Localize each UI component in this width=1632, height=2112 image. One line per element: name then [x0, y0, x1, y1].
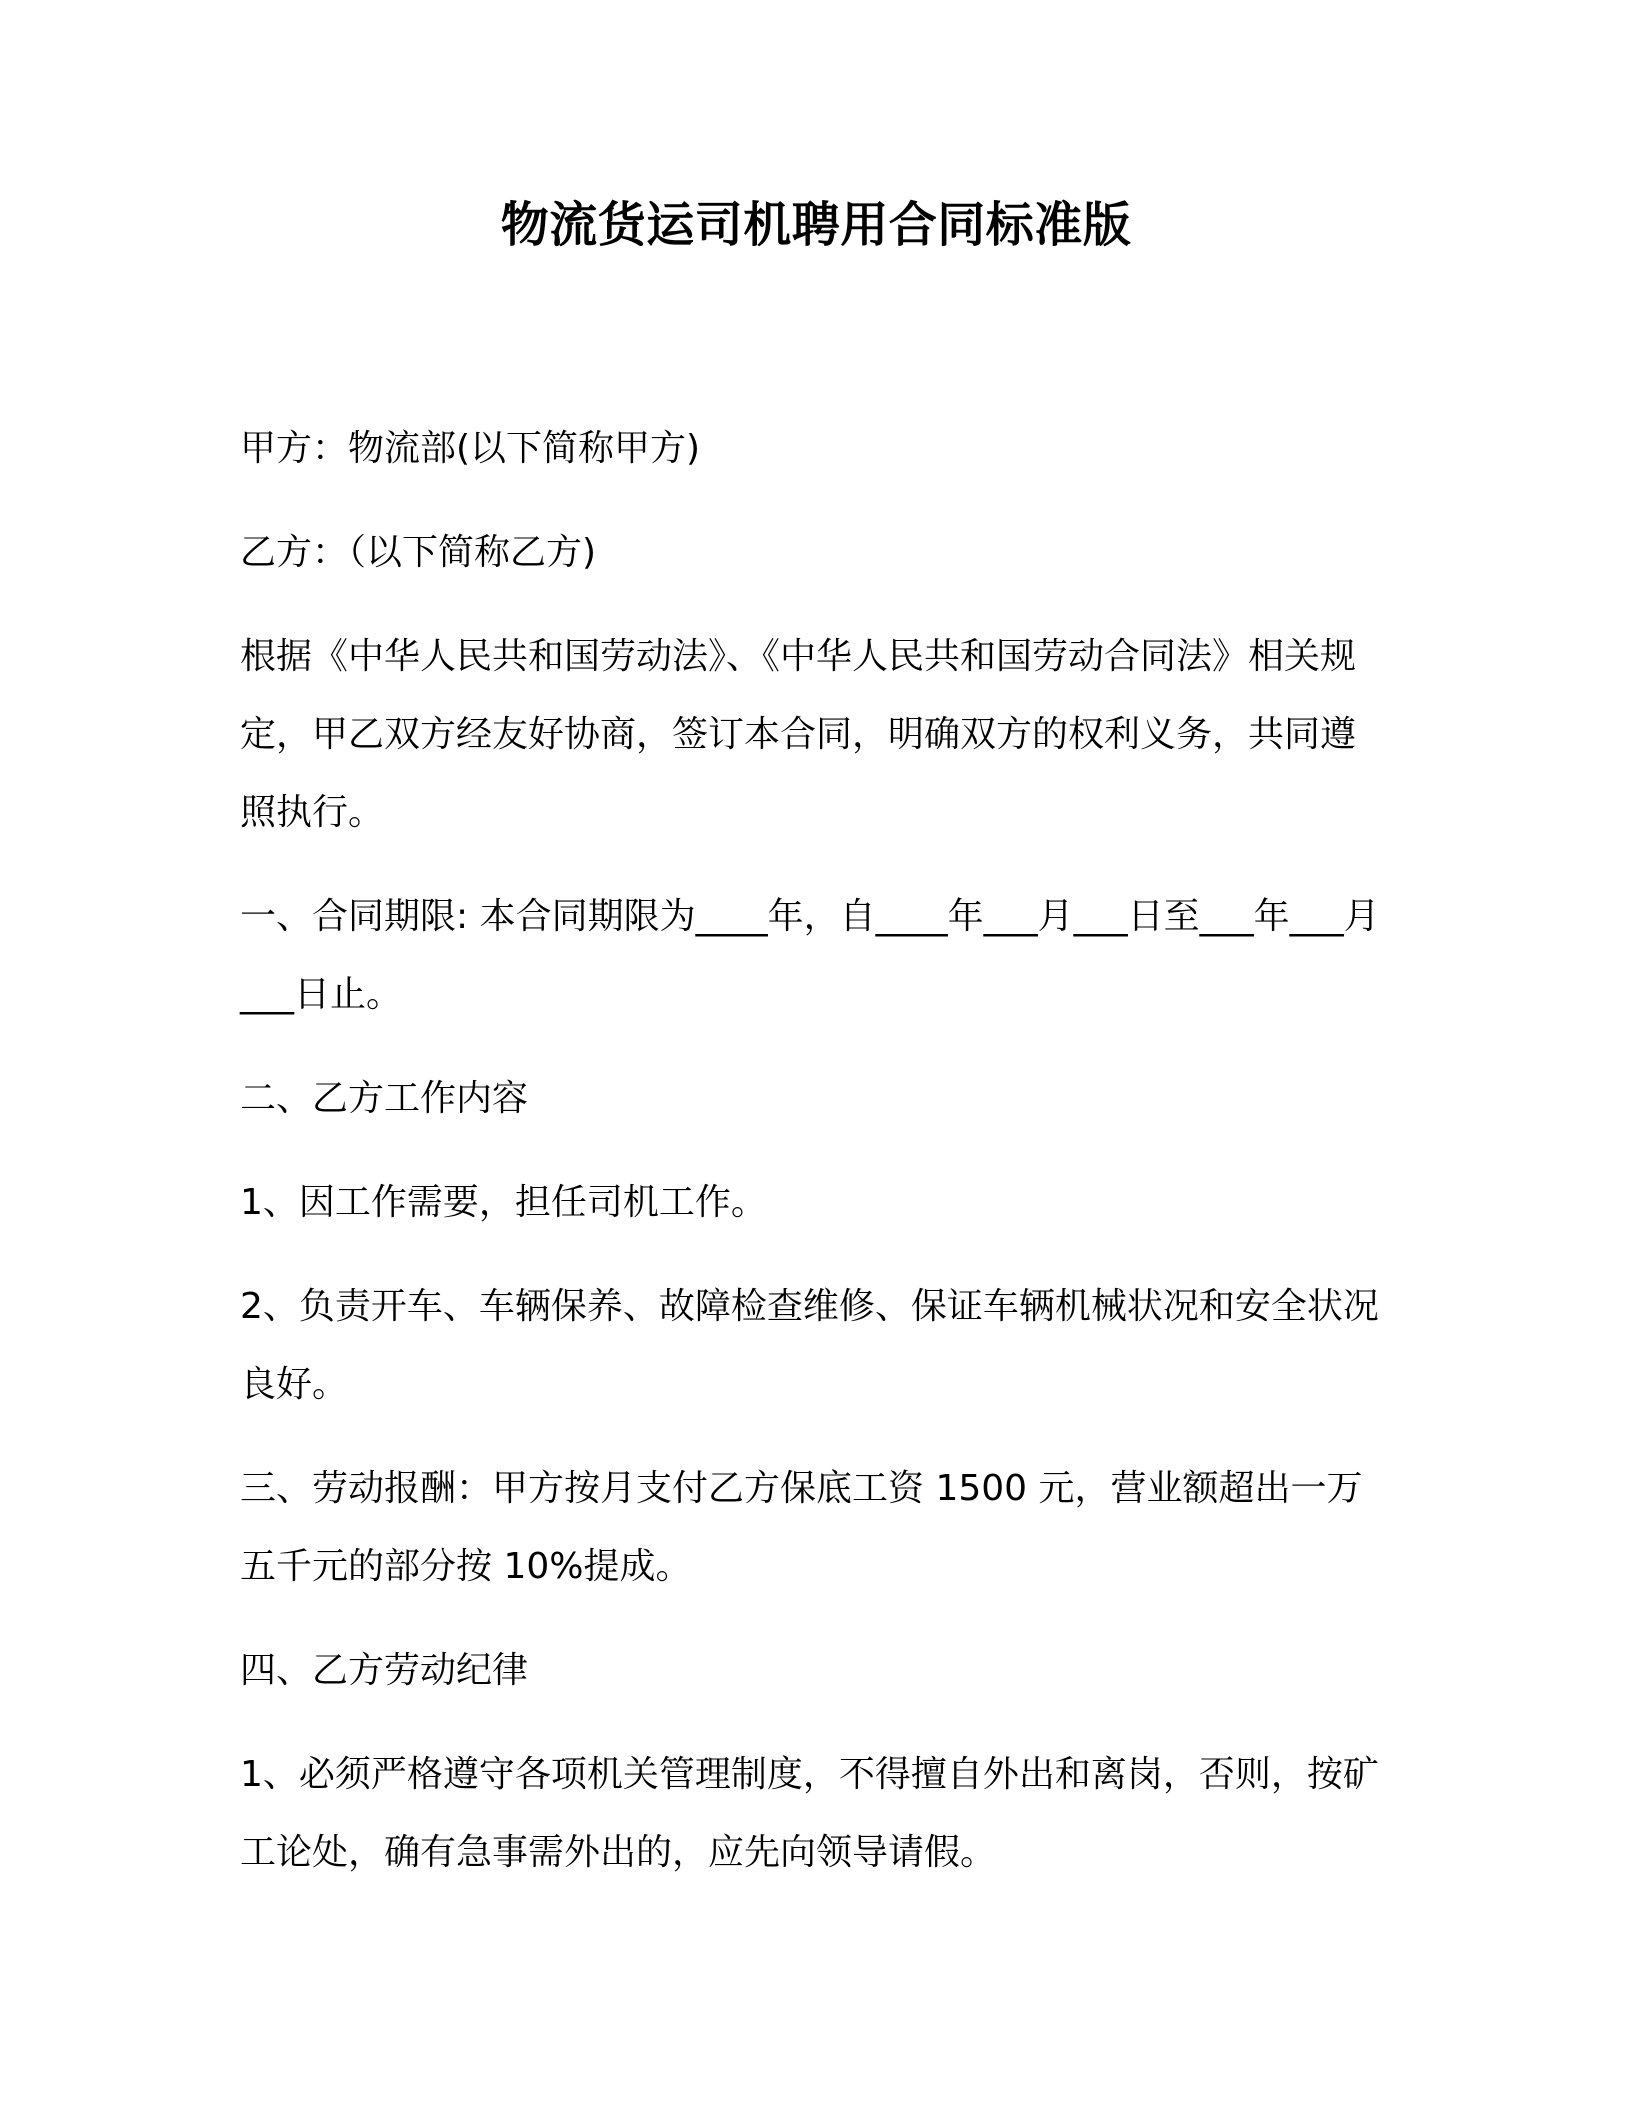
section-heading-work-content: 二、乙方工作内容	[240, 1078, 529, 1119]
party-b-line: 乙方：（以下简称乙方)	[240, 532, 597, 573]
document-body	[240, 410, 1390, 1918]
party-a-line: 甲方：物流部(以下简称甲方)	[240, 428, 701, 469]
work-content-item-2: 2、负责开车、车辆保养、故障检查维修、保证车辆机械状况和安全状况良好。	[240, 1286, 1379, 1405]
work-content-item-1: 1、因工作需要，担任司机工作。	[240, 1182, 767, 1223]
contract-term-clause: 一、合同期限: 本合同期限为____年，自____年___月___日至___年___月___日止。	[240, 896, 1380, 1015]
preamble-paragraph: 根据《中华人民共和国劳动法》、《中华人民共和国劳动合同法》相关规定，甲乙双方经友好协商，签订本合同，明确双方的权利义务，共同遵照执行。	[240, 636, 1357, 833]
labor-discipline-item-1: 1、必须严格遵守各项机关管理制度，不得擅自外出和离岗，否则，按矿工论处，确有急事需外出的，应先向领导请假。	[240, 1754, 1379, 1873]
section-heading-labor-discipline: 四、乙方劳动纪律	[240, 1650, 529, 1691]
remuneration-clause: 三、劳动报酬：甲方按月支付乙方保底工资 1500 元，营业额超出一万五千元的部分按 10%提成。	[240, 1468, 1363, 1587]
document-title: 物流货运司机聘用合同标准版	[500, 197, 1132, 253]
